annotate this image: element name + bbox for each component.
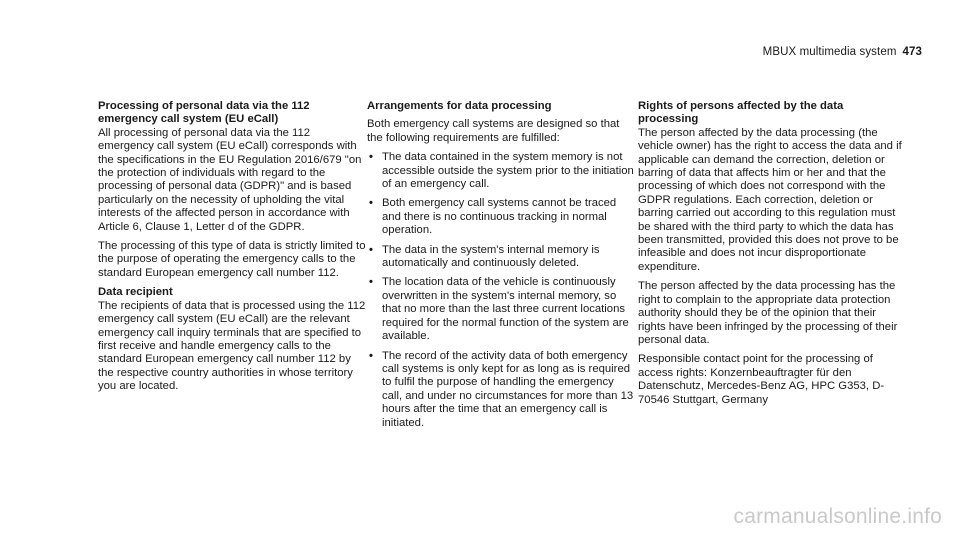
section-heading-ecall: Processing of personal data via the 112 emergency call system (EU eCall) — [98, 100, 310, 126]
column-3 — [638, 100, 906, 413]
paragraph-ecall-processing: All processing of personal data via the 112 emergency call system (EU eCall) corresponds with the specifications in the EU Regulation 2016/679 "on the protection of individuals with regard to the processing of personal data (GDPR)" and is based particularly on the necessity of upholding the vital interests of the affected person in accordance with Article 6, Clause 1, Letter d of the GDPR. — [98, 126, 362, 233]
list-item: • The data contained in the system memory is not accessible outside the system prior to the initiation of an emergency call. — [369, 151, 634, 191]
section-heading-rights: Rights of persons affected by the data processing — [638, 100, 844, 126]
bullet-icon: • — [369, 349, 373, 362]
requirements-list — [367, 151, 635, 430]
paragraph-ecall-limit: The processing of this type of data is strictly limited to the purpose of operating the emergency calls to the standard European emergency call number 112. — [98, 240, 366, 279]
column-1 — [98, 100, 366, 400]
header-title: MBUX multimedia system — [762, 46, 897, 58]
list-item: • The location data of the vehicle is continuously overwritten in the system's internal memory, so that no more than the last three current locations required for the normal function of the system are available. — [369, 276, 629, 343]
list-item: • The data in the system's internal memory is automatically and continuously deleted. — [369, 243, 600, 270]
page-header — [763, 46, 922, 58]
section-heading-recipient: Data recipient — [98, 286, 173, 299]
bullet-icon: • — [369, 243, 373, 256]
section-heading-arrangements: Arrangements for data processing — [367, 100, 552, 112]
list-item: • Both emergency call systems cannot be traced and there is no continuous tracking in normal operation. — [369, 197, 617, 237]
paragraph-contact-point: Responsible contact point for the processing of access rights: Konzernbeauftragter für den Datenschutz, Mercedes-Benz AG, HPC G353, D-70546 Stuttgart, Germany — [638, 353, 885, 406]
bullet-icon: • — [369, 276, 373, 289]
paragraph-recipient: The recipients of data that is processed using the 112 emergency call system (EU eCall) are the relevant emergency call inquiry terminals that are specified to first receive and handle emergency calls to the standard European emergency call number 112 by the respective country authorities in whose territory you are located. — [98, 299, 366, 393]
paragraph-rights-access: The person affected by the data processing (the vehicle owner) has the right to access the data and if applicable can demand the correction, deletion or barring of data that affects him or her and that the processing of which does not correspond with the GDPR regulations. Each correction, deletion or barring carried out according to this regulation must be shared with the third party to which the data has been transmitted, provided this does not prove to be infeasible and does not incur disproportionate expenditure. — [638, 126, 902, 273]
paragraph-rights-complaint: The person affected by the data processing has the right to complain to the appropriate data protection authority should they be of the opinion that their rights have been infringed by the processing of their personal data. — [638, 280, 898, 346]
list-item: • The record of the activity data of both emergency call systems is only kept for as long as is required to fulfil the purpose of handling the emergency call, and under no circumstances for more than 13 hours after the time that an emergency call is initiated. — [369, 349, 634, 429]
watermark-text: carmanualsonline.info — [733, 505, 942, 528]
paragraph-arrangements-intro: Both emergency call systems are designed so that the following requirements are fulfilled: — [367, 118, 620, 144]
page-number: 473 — [902, 46, 922, 58]
bullet-icon: • — [369, 151, 373, 164]
bullet-icon: • — [369, 197, 373, 210]
column-2 — [367, 100, 635, 436]
